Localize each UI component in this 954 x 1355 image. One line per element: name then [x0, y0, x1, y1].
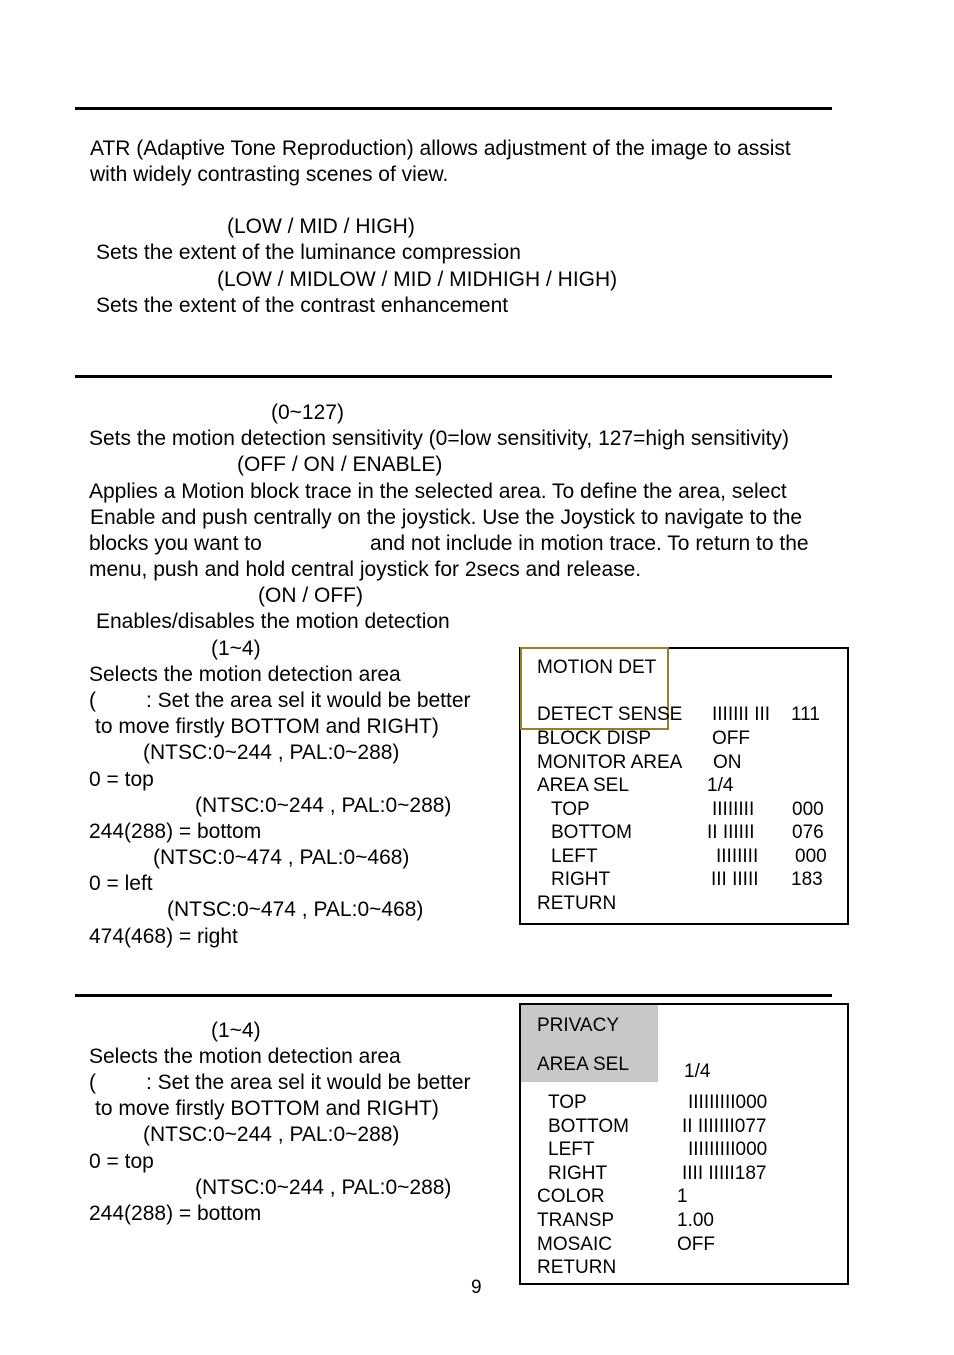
menu-label-top[interactable]: TOP	[551, 799, 590, 820]
section-divider	[75, 375, 832, 378]
contrast-options: (LOW / MIDLOW / MID / MIDHIGH / HIGH)	[217, 268, 618, 291]
menu-label-detect-sense[interactable]: DETECT SENSE	[537, 704, 683, 725]
menu-label-area-sel[interactable]: AREA SEL	[537, 775, 629, 796]
block-desc-line3b: and not include in motion trace. To return to the	[370, 532, 809, 555]
left-bar: IIIIIIII	[716, 846, 759, 867]
privacy-area-sel-options: (1~4)	[211, 1019, 261, 1042]
menu-label-bottom[interactable]: BOTTOM	[551, 822, 632, 843]
area-sel-options: (1~4)	[211, 637, 261, 660]
left-value: 000	[795, 846, 827, 867]
privacy-title: PRIVACY	[537, 1015, 620, 1036]
section-divider	[75, 994, 832, 997]
block-desc-line3a: blocks you want to	[89, 532, 262, 555]
privacy-note: : Set the area sel it would be better	[146, 1071, 471, 1094]
atr-intro-line1: ATR (Adaptive Tone Reproduction) allows adjustment of the image to assist	[90, 137, 791, 160]
privacy-note-open: (	[89, 1071, 96, 1094]
area-sel-value: 1/4	[707, 775, 734, 796]
block-disp-value: OFF	[712, 728, 750, 749]
right-description: 474(468) = right	[89, 925, 238, 948]
privacy-area-sel-value: 1/4	[684, 1061, 711, 1082]
privacy-area-sel-description: Selects the motion detection area	[89, 1045, 401, 1068]
monitor-area-value: ON	[713, 752, 742, 773]
top-bar: IIIIIIII	[712, 799, 755, 820]
menu-label-right[interactable]: RIGHT	[551, 869, 611, 890]
privacy-menu-label-top[interactable]: TOP	[548, 1092, 587, 1113]
luminance-options: (LOW / MID / HIGH)	[227, 215, 415, 238]
top-range: (NTSC:0~244 , PAL:0~288)	[143, 741, 400, 764]
area-sel-note: : Set the area sel it would be better	[146, 689, 471, 712]
left-range: (NTSC:0~474 , PAL:0~468)	[153, 846, 410, 869]
bottom-bar: II IIIIII	[707, 822, 755, 843]
right-value: 183	[791, 869, 823, 890]
privacy-menu-label-return[interactable]: RETURN	[537, 1257, 617, 1278]
monitor-area-description: Enables/disables the motion detection	[96, 610, 450, 633]
monitor-area-options: (ON / OFF)	[258, 584, 363, 607]
contrast-description: Sets the extent of the contrast enhancement	[96, 294, 509, 317]
privacy-color-value: 1	[677, 1186, 688, 1207]
block-desc-line1: Applies a Motion block trace in the selected area. To define the area, select	[89, 480, 787, 503]
menu-label-return[interactable]: RETURN	[537, 893, 617, 914]
bottom-value: 076	[792, 822, 824, 843]
area-sel-note-cont: to move firstly BOTTOM and RIGHT)	[95, 715, 439, 738]
privacy-bottom-range: (NTSC:0~244 , PAL:0~288)	[195, 1176, 452, 1199]
sensitivity-range: (0~127)	[271, 401, 344, 424]
page-number: 9	[471, 1277, 482, 1298]
atr-intro-line2: with widely contrasting scenes of view.	[90, 163, 449, 186]
privacy-bottom-description: 244(288) = bottom	[89, 1202, 262, 1225]
privacy-menu-label-mosaic[interactable]: MOSAIC	[537, 1234, 612, 1255]
menu-label-left[interactable]: LEFT	[551, 846, 598, 867]
section-divider	[75, 107, 832, 110]
bottom-description: 244(288) = bottom	[89, 820, 262, 843]
right-range: (NTSC:0~474 , PAL:0~468)	[167, 898, 424, 921]
right-bar: III IIIII	[711, 869, 759, 890]
motion-det-title: MOTION DET	[537, 657, 657, 678]
menu-label-block-disp[interactable]: BLOCK DISP	[537, 728, 652, 749]
privacy-menu-label-color[interactable]: COLOR	[537, 1186, 605, 1207]
privacy-top-description: 0 = top	[89, 1150, 154, 1173]
top-description: 0 = top	[89, 768, 154, 791]
privacy-transp-value: 1.00	[677, 1210, 714, 1231]
detect-sense-value: 111	[791, 704, 820, 725]
left-description: 0 = left	[89, 872, 153, 895]
privacy-top-range: (NTSC:0~244 , PAL:0~288)	[143, 1123, 400, 1146]
area-sel-note-open: (	[89, 689, 96, 712]
luminance-description: Sets the extent of the luminance compression	[96, 241, 521, 264]
privacy-menu-label-bottom[interactable]: BOTTOM	[548, 1116, 629, 1137]
privacy-menu-label-transp[interactable]: TRANSP	[537, 1210, 615, 1231]
privacy-mosaic-value: OFF	[677, 1234, 715, 1255]
area-sel-description: Selects the motion detection area	[89, 663, 401, 686]
sensitivity-description: Sets the motion detection sensitivity (0=low sensitivity, 127=high sensitivity)	[89, 427, 789, 450]
privacy-note-cont: to move firstly BOTTOM and RIGHT)	[95, 1097, 439, 1120]
menu-label-monitor-area[interactable]: MONITOR AREA	[537, 752, 683, 773]
privacy-menu-label-left[interactable]: LEFT	[548, 1139, 595, 1160]
privacy-menu-label-area-sel[interactable]: AREA SEL	[537, 1054, 629, 1075]
privacy-menu-label-right[interactable]: RIGHT	[548, 1163, 608, 1184]
top-value: 000	[792, 799, 824, 820]
privacy-right-value: IIII IIIII187	[682, 1163, 767, 1184]
block-desc-line2: Enable and push centrally on the joystick. Use the Joystick to navigate to the	[90, 506, 803, 529]
block-desc-line4: menu, push and hold central joystick for 2secs and release.	[89, 558, 642, 581]
privacy-top-value: IIIIIIIII000	[688, 1092, 768, 1113]
privacy-left-value: IIIIIIIII000	[688, 1139, 768, 1160]
bottom-range: (NTSC:0~244 , PAL:0~288)	[195, 794, 452, 817]
detect-sense-bar: IIIIIII III	[712, 704, 771, 725]
block-disp-options: (OFF / ON / ENABLE)	[237, 453, 443, 476]
privacy-bottom-value: II IIIIIII077	[682, 1116, 767, 1137]
